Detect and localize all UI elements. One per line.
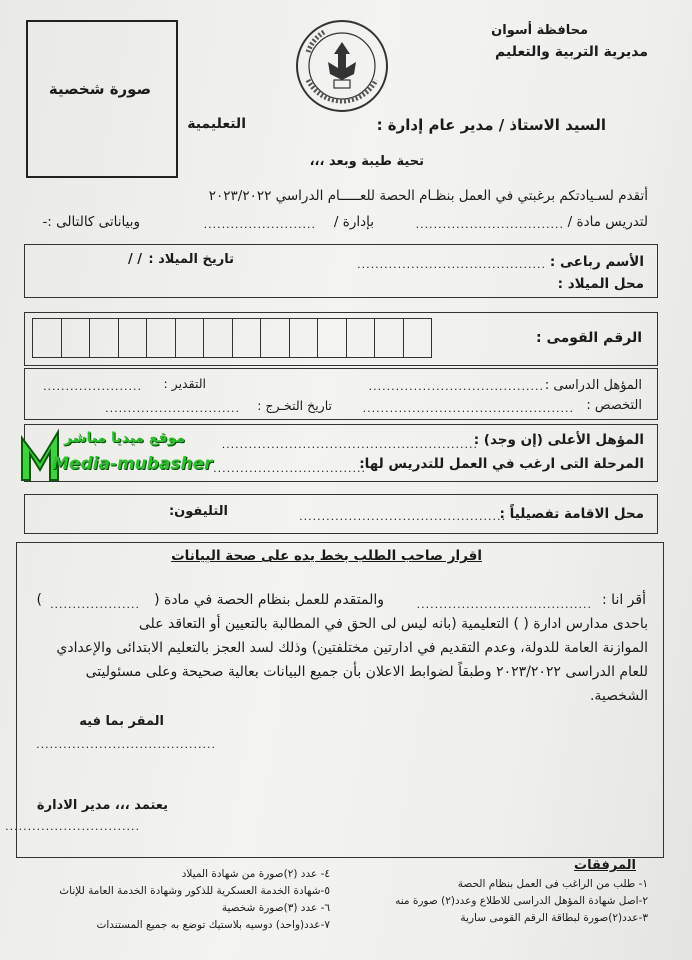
signature-field[interactable]: ........................................ bbox=[36, 738, 216, 751]
national-id-cell[interactable] bbox=[90, 319, 119, 357]
declaration-subject-field[interactable]: .................... bbox=[50, 598, 140, 611]
watermark-logo bbox=[18, 422, 213, 492]
attachment-item-7: ٧-عدد(واحد) دوسيه بلاستيك توضع به جميع المستندات bbox=[96, 919, 330, 931]
national-id-cell[interactable] bbox=[119, 319, 148, 357]
qualification-field[interactable]: ....................................... bbox=[368, 380, 544, 393]
specialization-field[interactable]: ............................................... bbox=[362, 402, 574, 415]
attachment-item-6: ٦- عدد (٣)صورة شخصية bbox=[221, 902, 330, 914]
watermark-arabic: موقع ميديا مباشر bbox=[64, 430, 186, 446]
birth-date-slashes[interactable]: / / bbox=[127, 252, 142, 267]
intro-line-1: أتقدم لسـيادتكم برغبتي في العمل بنظـام الحصة للعـــــام الدراسي ٢٠٢٣/٢٠٢٢ bbox=[208, 188, 648, 204]
residence-field[interactable]: .............................................. bbox=[299, 510, 506, 523]
declaration-title: اقرار صاحب الطلب بخط يده على صحة البيانات bbox=[171, 548, 482, 564]
grade-field[interactable]: ...................... bbox=[43, 380, 142, 393]
attachment-item-4: ٤- عدد (٢)صورة من شهادة الميلاد bbox=[181, 868, 330, 880]
declaration-line-1-mid: والمتقدم للعمل بنظام الحصة في مادة ( bbox=[154, 592, 384, 608]
national-id-cell[interactable] bbox=[147, 319, 176, 357]
national-id-label: الرقم القومى : bbox=[536, 330, 642, 346]
national-id-cell[interactable] bbox=[347, 319, 376, 357]
addressee-suffix: التعليمية bbox=[187, 116, 246, 132]
national-id-cell[interactable] bbox=[261, 319, 290, 357]
declaration-line-1-start: أقر انا : bbox=[602, 592, 646, 608]
grade-label: التقدير : bbox=[163, 376, 206, 391]
national-id-cell[interactable] bbox=[404, 319, 432, 357]
administration-field[interactable]: ......................... bbox=[203, 218, 316, 231]
national-id-cell[interactable] bbox=[375, 319, 404, 357]
declaration-line-1-end: ) bbox=[36, 592, 42, 608]
phone-label: التليفون: bbox=[168, 504, 228, 519]
declaration-line-4: للعام الدراسى ٢٠٢٣/٢٠٢٢ وطبقاً لضوابط الاعلان بأن جميع البيانات بعالية صحيحة وعلى مسئوليتى bbox=[85, 664, 648, 680]
ministry-seal-icon bbox=[294, 18, 390, 114]
declaration-line-3: الموازنة العامة للدولة، وعدم التقديم في ادارتين مختلفتين) وذلك لسد العجز بالتعليم الابتدائى والإعدادي bbox=[56, 640, 648, 656]
graduation-date-field[interactable]: .............................. bbox=[105, 402, 240, 415]
approval-text: يعتمد ،،، مدير الادارة bbox=[36, 798, 168, 813]
attachments-title: المرفقات bbox=[574, 858, 636, 873]
attachment-item-3: ٣-عدد(٢)صورة لبطاقة الرقم القومى سارية bbox=[460, 912, 648, 924]
watermark-latin: Media-mubasher bbox=[52, 454, 213, 474]
greeting-text: تحية طيبة وبعد ،،، bbox=[309, 154, 424, 169]
directorate-label: مديرية التربية والتعليم bbox=[495, 44, 648, 60]
subject-label: لتدريس مادة / bbox=[567, 214, 648, 230]
national-id-cell[interactable] bbox=[176, 319, 205, 357]
residence-label: محل الاقامة تفصيلياً : bbox=[499, 506, 644, 522]
attachment-item-5: ٥-شهادة الخدمة العسكرية للذكور وشهادة الخدمة العامة للإناث bbox=[59, 885, 330, 897]
national-id-cell[interactable] bbox=[204, 319, 233, 357]
national-id-cell[interactable] bbox=[318, 319, 347, 357]
birth-date-label: تاريخ الميلاد : bbox=[148, 252, 234, 267]
teaching-stage-field[interactable]: .................................. bbox=[213, 462, 366, 475]
national-id-cell[interactable] bbox=[62, 319, 91, 357]
full-name-field[interactable]: .......................................... bbox=[357, 258, 546, 271]
national-id-cell[interactable] bbox=[290, 319, 319, 357]
attachment-item-1: ١- طلب من الراغب فى العمل بنظام الحصة bbox=[457, 878, 648, 890]
specialization-label: التخصص : bbox=[586, 398, 642, 413]
addressee-label: السيد الاستاذ / مدير عام إدارة : bbox=[376, 116, 606, 134]
full-name-label: الأسم رباعى : bbox=[549, 254, 644, 270]
administration-label: بإدارة / bbox=[333, 214, 374, 230]
national-id-cell[interactable] bbox=[233, 319, 262, 357]
photo-box[interactable] bbox=[26, 20, 178, 178]
higher-qualification-label: المؤهل الأعلى (إن وجد) : bbox=[473, 432, 644, 448]
qualification-label: المؤهل الدراسى : bbox=[544, 378, 642, 393]
governorate-label: محافظة أسوان bbox=[491, 23, 588, 38]
signer-label: المقر بما فيه bbox=[79, 714, 164, 729]
national-id-cells[interactable] bbox=[32, 318, 432, 358]
declaration-line-2: باحدى مدارس ادارة ( ) التعليمية (بانه ليس لى الحق في المطالبة بالتعيين أو التعاقد على bbox=[138, 616, 648, 632]
teaching-stage-label: المرحلة التى ارغب في العمل للتدريس لها: bbox=[359, 456, 644, 472]
declaration-line-5: الشخصية. bbox=[589, 688, 648, 704]
attachment-item-2: ٢-اصل شهادة المؤهل الدراسى للاطلاع وعدد(٢) صورة منه bbox=[395, 895, 648, 907]
graduation-date-label: تاريخ التخـرج : bbox=[257, 398, 332, 413]
birth-place-label: محل الميلاد : bbox=[557, 276, 644, 292]
higher-qualification-field[interactable]: ......................................................... bbox=[221, 438, 478, 451]
photo-label: صورة شخصية bbox=[48, 80, 152, 98]
approval-signature-field[interactable]: .............................. bbox=[5, 820, 140, 833]
subject-field[interactable]: ................................. bbox=[415, 218, 564, 231]
data-follows-label: وبياناتى كالتالى :- bbox=[42, 214, 140, 230]
declarant-name-field[interactable]: ....................................... bbox=[416, 598, 592, 611]
national-id-cell[interactable] bbox=[33, 319, 62, 357]
